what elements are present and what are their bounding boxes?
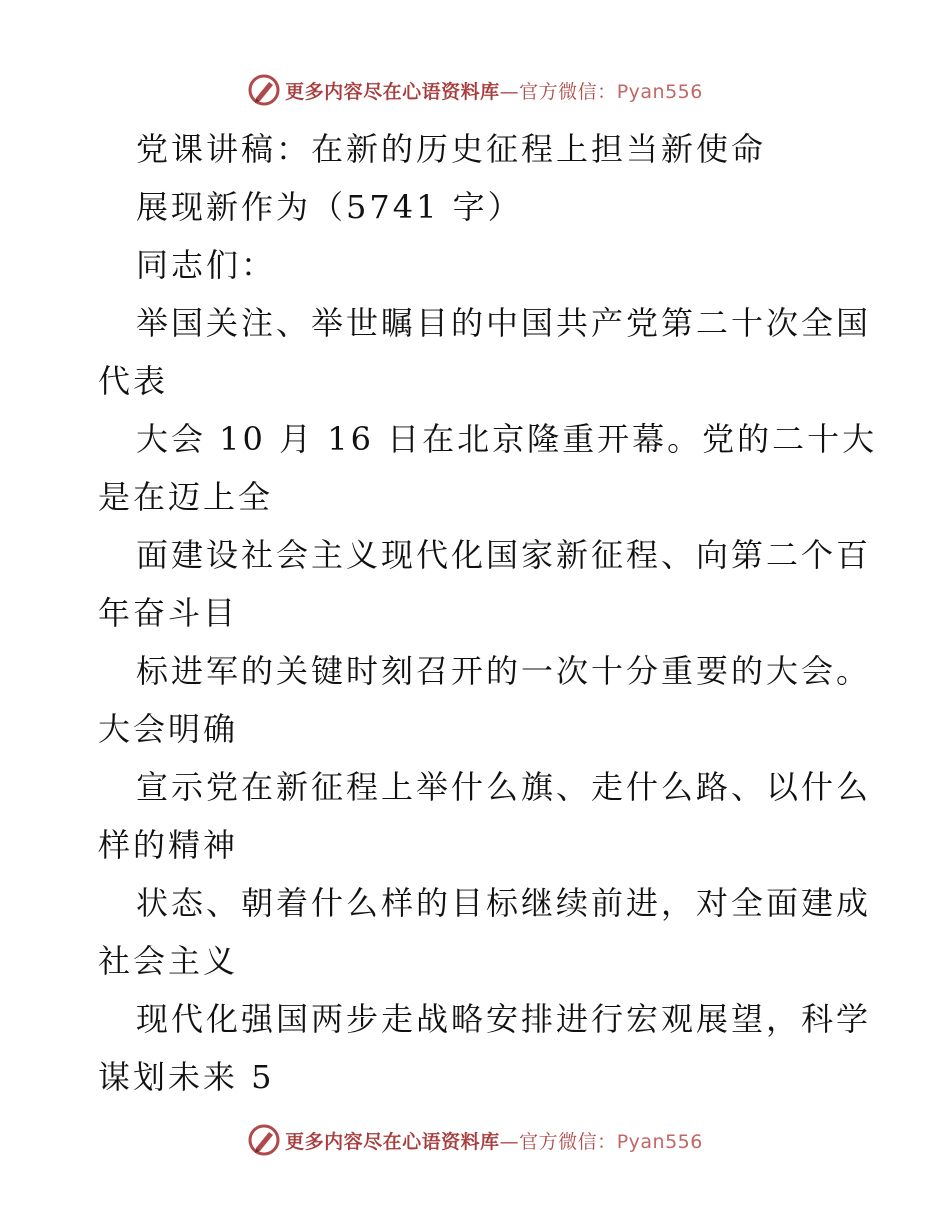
- banner-dash: —: [499, 80, 520, 103]
- paragraph-line: 宣示党在新征程上举什么旗、走什么路、以什么: [136, 768, 872, 806]
- banner-suffix: 官方微信：: [519, 80, 617, 103]
- paragraph-line: 大会明确: [98, 710, 239, 748]
- banner-id: Pyan556: [616, 80, 703, 103]
- paragraph-line: 状态、朝着什么样的目标继续前进，对全面建成: [136, 884, 872, 922]
- paragraph-line: 面建设社会主义现代化国家新征程、向第二个百: [136, 536, 872, 574]
- pen-circle-logo-icon: [247, 1123, 281, 1157]
- paragraph-line: 举国关注、举世瞩目的中国共产党第二十次全国: [136, 304, 872, 342]
- banner-suffix: 官方微信：: [519, 1130, 617, 1153]
- greeting: 同志们：: [136, 246, 277, 284]
- paragraph-line: 代表: [98, 362, 169, 400]
- header-banner: [0, 70, 950, 110]
- footer-banner: [0, 1120, 950, 1160]
- footer-banner-text: [285, 1127, 703, 1154]
- paragraph-line: 社会主义: [98, 942, 239, 980]
- document-body: [98, 120, 878, 1106]
- paragraph-line: 样的精神: [98, 826, 239, 864]
- pen-circle-logo-icon: [247, 73, 281, 107]
- banner-id: Pyan556: [616, 1130, 703, 1153]
- paragraph-line: 大会 10 月 16 日在北京隆重开幕。党的二十大: [136, 420, 878, 458]
- header-banner-text: [285, 77, 703, 104]
- banner-dash: —: [499, 1130, 520, 1153]
- paragraph-line: 年奋斗目: [98, 594, 239, 632]
- paragraph-line: 标进军的关键时刻召开的一次十分重要的大会。: [136, 652, 872, 690]
- document-title-line-1: 党课讲稿：在新的历史征程上担当新使命: [136, 130, 767, 168]
- banner-main: 更多内容尽在心语资料库: [285, 1130, 500, 1153]
- document-title-line-2: 展现新作为（5741 字）: [136, 188, 523, 226]
- paragraph-line: 谋划未来 5: [98, 1058, 275, 1096]
- banner-main: 更多内容尽在心语资料库: [285, 80, 500, 103]
- paragraph-line: 现代化强国两步走战略安排进行宏观展望，科学: [136, 1000, 872, 1038]
- paragraph-line: 是在迈上全: [98, 478, 274, 516]
